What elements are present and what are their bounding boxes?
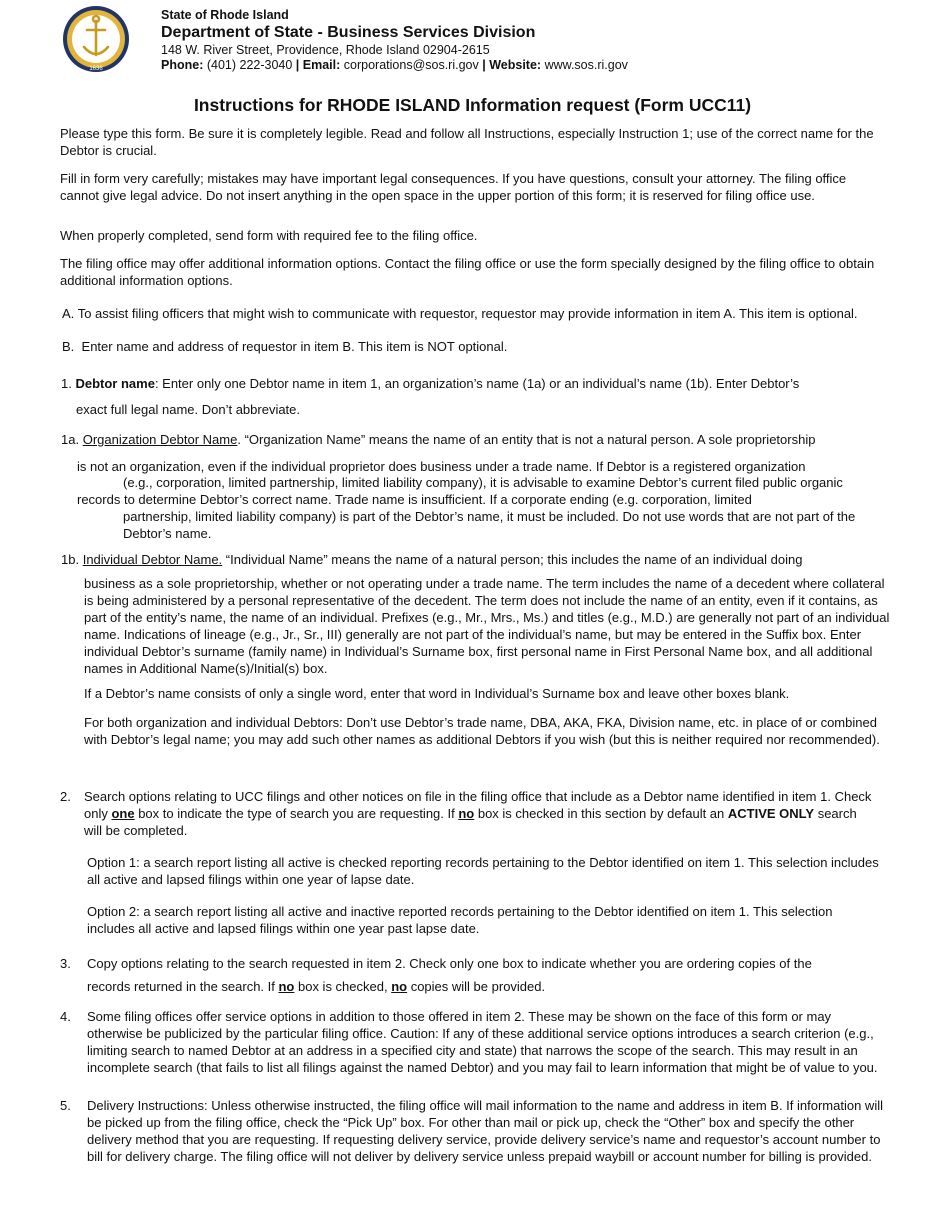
item-1b-paragraph: If a Debtor’s name consists of only a single word, enter that word in Individual’s Surname box and leave other boxes blank. — [84, 686, 790, 701]
intro-paragraph: Please type this form. Be sure it is completely legible. Read and follow all Instructions, especially Instruction 1; use of the correct name for the Debtor is crucial. — [60, 126, 874, 158]
item-1-text-cont: exact full legal name. Don’t abbreviate. — [76, 402, 301, 417]
phone-label: Phone: — [161, 58, 204, 73]
item-1a-number: 1a. — [61, 432, 80, 447]
item-1a-line: partnership, limited liability company) is part of the Debtor’s name, it must be included. Do not use words that are not part of the — [123, 509, 856, 524]
item-1a-text: . “Organization Name” means the name of an entity that is not a natural person. A sole proprietorship — [237, 432, 816, 447]
search-option-2: Option 2: a search report listing all active and inactive reported records pertaining to the Debtor identified on item 1. This selection includes all active and lapsed filings within one year past lapse date. — [87, 904, 833, 936]
item-3-text-part: copies will be provided. — [407, 979, 546, 994]
item-4-number: 4. — [60, 1009, 71, 1024]
email-label: Email: — [302, 58, 341, 73]
item-1b-number: 1b. — [61, 552, 80, 567]
item-3-text: Copy options relating to the search requested in item 2. Check only one box to indicate whether you are ordering copies of the — [87, 956, 812, 971]
item-1b-paragraph: business as a sole proprietorship, whether or not operating under a trade name. The term includes the name of a decedent where collateral is being administered by a personal representative of the decedent. The term does not include the name of an entity, even if it contains, as part of the entity’s name, the name of an individual. Prefixes (e.g., Mr., Mrs., Ms.) and titles (e.g., M.D.) are generally not part of an individual name. Indications of lineage (e.g., Jr., Sr., III) generally are not part of the individual’s name, but may be entered in the Suffix box. Enter individual Debtor’s surname (family name) in Individual’s Surname box, first personal name in First Personal Name box, and all additional names in Additional Name(s)/Initial(s) box. — [84, 576, 890, 676]
emphasis-one: one — [111, 805, 135, 821]
item-1-number: 1. — [61, 376, 72, 391]
item-a-text: To assist filing officers that might wish to communicate with requestor, requestor may provide information in item A. This item is optional. — [77, 306, 858, 321]
item-3-text-cont — [87, 979, 907, 994]
rhode-island-seal-icon — [62, 5, 130, 73]
intro-paragraph: The filing office may offer additional information options. Contact the filing office or use the form specially designed by the filing office to obtain additional information options. — [60, 256, 875, 288]
item-1b-paragraph: For both organization and individual Debtors: Don’t use Debtor’s trade name, DBA, AKA, FKA, Division name, etc. in place of or combined with Debtor’s legal name; you may add such other names as additional Debtors if you wish (but this is neither required nor recommended). — [84, 715, 880, 747]
agency-address: 148 W. River Street, Providence, Rhode Island 02904-2615 — [161, 42, 490, 57]
contact-line — [161, 58, 628, 73]
seal-year: 1636 — [89, 66, 103, 72]
separator: | — [292, 58, 303, 73]
item-a — [62, 306, 872, 322]
item-1b-heading: Individual Debtor Name. — [82, 552, 223, 567]
item-1b-text: “Individual Name” means the name of a natural person; this includes the name of an individual doing — [222, 552, 803, 567]
separator: | — [478, 58, 490, 73]
email-address[interactable]: corporations@sos.ri.gov — [343, 58, 479, 73]
item-2-text-part: search will be completed. — [84, 805, 857, 838]
search-option-1: Option 1: a search report listing all active is checked reporting records pertaining to the Debtor identified on item 1. This selection includes all active and lapsed filings within one year of lapse date. — [87, 855, 879, 887]
item-3-number: 3. — [60, 956, 71, 971]
item-2-text-part: Search options relating to UCC filings and other notices on file in the filing office that include as a Debtor name identified in item 1. Check only — [84, 789, 872, 821]
intro-paragraph: When properly completed, send form with required fee to the filing office. — [60, 228, 478, 243]
emphasis-no: no — [458, 805, 475, 821]
phone-number: (401) 222-3040 — [206, 58, 293, 73]
item-1 — [61, 376, 921, 391]
item-b-text: Enter name and address of requestor in item B. This item is NOT optional. — [81, 339, 508, 354]
item-5-text: Delivery Instructions: Unless otherwise instructed, the filing office will mail information to the name and address in item B. If information will be picked up from the filing office, check the “Pick Up” box. For other than mail or pick up, check the “Other” box and specify the other delivery method that you are requesting. If requesting delivery service, provide delivery service’s name and requestor’s account number to bill for delivery charge. The filing office will not deliver by delivery service unless prepaid waybill or account number for billing is provided. — [87, 1098, 883, 1164]
agency-header — [161, 8, 628, 73]
item-4-text: Some filing offices offer service options in addition to those offered in item 2. These may be shown on the face of this form or may otherwise be publicized by the particular filing office. Caution: If any of these additional service options introduces a search criterion (e.g., limiting search to named Debtor at an address in a specified city and state) that narrows the scope of the search. This may result in an incomplete search (that fails to list all filings against the named Debtor) and you may fail to learn information that might be of value to you. — [87, 1009, 878, 1075]
item-3-text-part: box is checked, — [294, 979, 392, 994]
website-label: Website: — [489, 58, 542, 73]
state-name: State of Rhode Island — [161, 8, 289, 22]
item-5-number: 5. — [60, 1098, 71, 1113]
emphasis-active-only: ACTIVE ONLY — [727, 805, 815, 821]
website-link[interactable]: www.sos.ri.gov — [544, 58, 628, 73]
item-1a-line: (e.g., corporation, limited partnership, limited liability company), it is advisable to examine Debtor’s current filed public organic — [123, 475, 843, 490]
item-1a — [61, 432, 921, 447]
item-1a-line: Debtor’s name. — [123, 526, 212, 541]
item-1-heading: Debtor name — [75, 376, 155, 391]
item-1b — [61, 552, 921, 567]
intro-paragraph: Fill in form very carefully; mistakes may have important legal consequences. If you have questions, consult your attorney. The filing office cannot give legal advice. Do not insert anything in the open space in the upper portion of this form; it is reserved for filing office use. — [60, 171, 847, 203]
item-1a-line: records to determine Debtor’s correct name. Trade name is insufficient. If a corporate ending (e.g. corporation, limited — [77, 492, 752, 507]
emphasis-no: no — [391, 979, 408, 994]
emphasis-no: no — [278, 979, 295, 994]
page-title: Instructions for RHODE ISLAND Information request (Form UCC11) — [193, 95, 752, 115]
item-a-label: A. — [62, 306, 75, 321]
item-b-label: B. — [62, 339, 75, 354]
item-1a-line: is not an organization, even if the individual proprietor does business under a trade name. If Debtor is a registered organization — [77, 459, 806, 474]
item-2-number: 2. — [60, 789, 71, 804]
department-name: Department of State - Business Services Division — [161, 24, 536, 42]
item-1-text: : Enter only one Debtor name in item 1, an organization’s name (1a) or an individual’s name (1b). Enter Debtor’s — [154, 376, 800, 391]
item-2-text-part: box to indicate the type of search you are requesting. If — [134, 805, 459, 821]
item-b — [62, 339, 872, 355]
item-2-text — [84, 789, 874, 840]
item-2-text-part: box is checked in this section by default an — [474, 805, 728, 821]
item-3-text-part: records returned in the search. If — [87, 979, 279, 994]
item-1a-heading: Organization Debtor Name — [82, 432, 238, 447]
